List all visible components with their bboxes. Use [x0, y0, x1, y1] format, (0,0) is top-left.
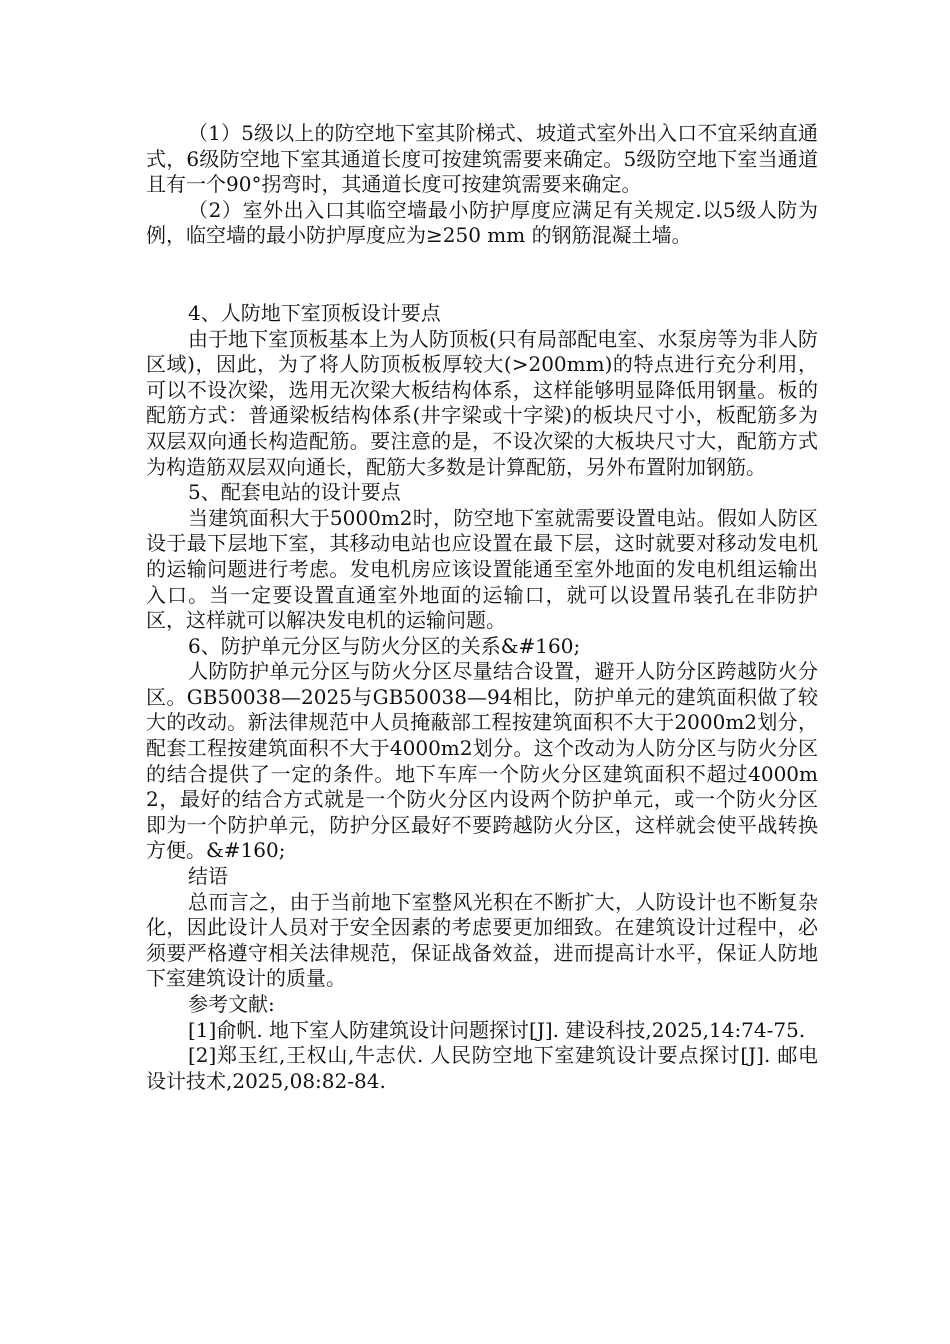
- heading-references: 参考文献:: [188, 992, 275, 1016]
- paragraph-zoning: 人防防护单元分区与防火分区尽量结合设置，避开人防分区跨越防火分区。GB50038—2025与GB50038—94相比，防护单元的建筑面积做了较大的改动。新法律规范中人员掩蔽部工程按建筑面积不大于2000m2划分，配套工程按建筑面积不大于4000m2划分。这个改动为人防分区与防火分区的结合提供了一定的条件。地下车库一个防火分区建筑面积不超过4000m2，最好的结合方式就是一个防火分区内设两个防护单元，或一个防火分区即为一个防护单元，防护分区最好不要跨越防火分区，这样就会使平战转换方便。&#160;: [146, 659, 818, 863]
- document-page: [146, 121, 818, 1094]
- heading-zoning: 6、防护单元分区与防火分区的关系&#160;: [188, 633, 581, 658]
- section-spacer: [146, 249, 818, 301]
- paragraph-power-station: 当建筑面积大于5000m2时，防空地下室就需要设置电站。假如人防区设于最下层地下室，其移动电站也应设置在最下层，这时就要对移动发电机的运输问题进行考虑。发电机房应该设置能通至室外地面的发电机组运输出入口。当一定要设置直通室外地面的运输口，就可以设置吊装孔在非防护区，这样就可以解决发电机的运输问题。: [146, 505, 818, 633]
- paragraph-wall-thickness: （2）室外出入口其临空墙最小防护厚度应满足有关规定.以5级人防为例，临空墙的最小防护厚度应为≥250 mm 的钢筋混凝土墙。: [146, 197, 818, 248]
- paragraph-conclusion: 总而言之，由于当前地下室整风光积在不断扩大，人防设计也不断复杂化，因此设计人员对于安全因素的考虑要更加细致。在建筑设计过程中，必须要严格遵守相关法律规范，保证战备效益，进而提高计水平，保证人防地下室建筑设计的质量。: [146, 889, 818, 991]
- paragraph-entrance-type: （1）5级以上的防空地下室其阶梯式、坡道式室外出入口不宜采纳直通式，6级防空地下室其通道长度可按建筑需要来确定。5级防空地下室当通道且有一个90°拐弯时，其通道长度可按建筑需要来确定。: [146, 121, 818, 197]
- paragraph-roof-slab: 由于地下室顶板基本上为人防顶板(只有局部配电室、水泵房等为非人防区域)，因此，为了将人防顶板板厚较大(>200mm)的特点进行充分利用，可以不设次梁，选用无次梁大板结构体系，这样能够明显降低用钢量。板的配筋方式：普通梁板结构体系(井字梁或十字梁)的板块尺寸小，板配筋多为双层双向通长构造配筋。要注意的是，不设次梁的大板块尺寸大，配筋方式为构造筋双层双向通长，配筋大多数是计算配筋，另外布置附加钢筋。: [146, 326, 818, 479]
- reference-1: [1]俞帆. 地下室人防建筑设计问题探讨[J]. 建设科技,2025,14:74-75.: [188, 1017, 806, 1042]
- heading-power-station: 5、配套电站的设计要点: [188, 480, 401, 505]
- heading-roof-slab: 4、人防地下室顶板设计要点: [188, 300, 441, 325]
- heading-conclusion: 结语: [188, 864, 228, 889]
- reference-2: [2]郑玉红,王权山,牛志伏. 人民防空地下室建筑设计要点探讨[J]. 邮电设计技术,2025,08:82-84.: [146, 1043, 818, 1093]
